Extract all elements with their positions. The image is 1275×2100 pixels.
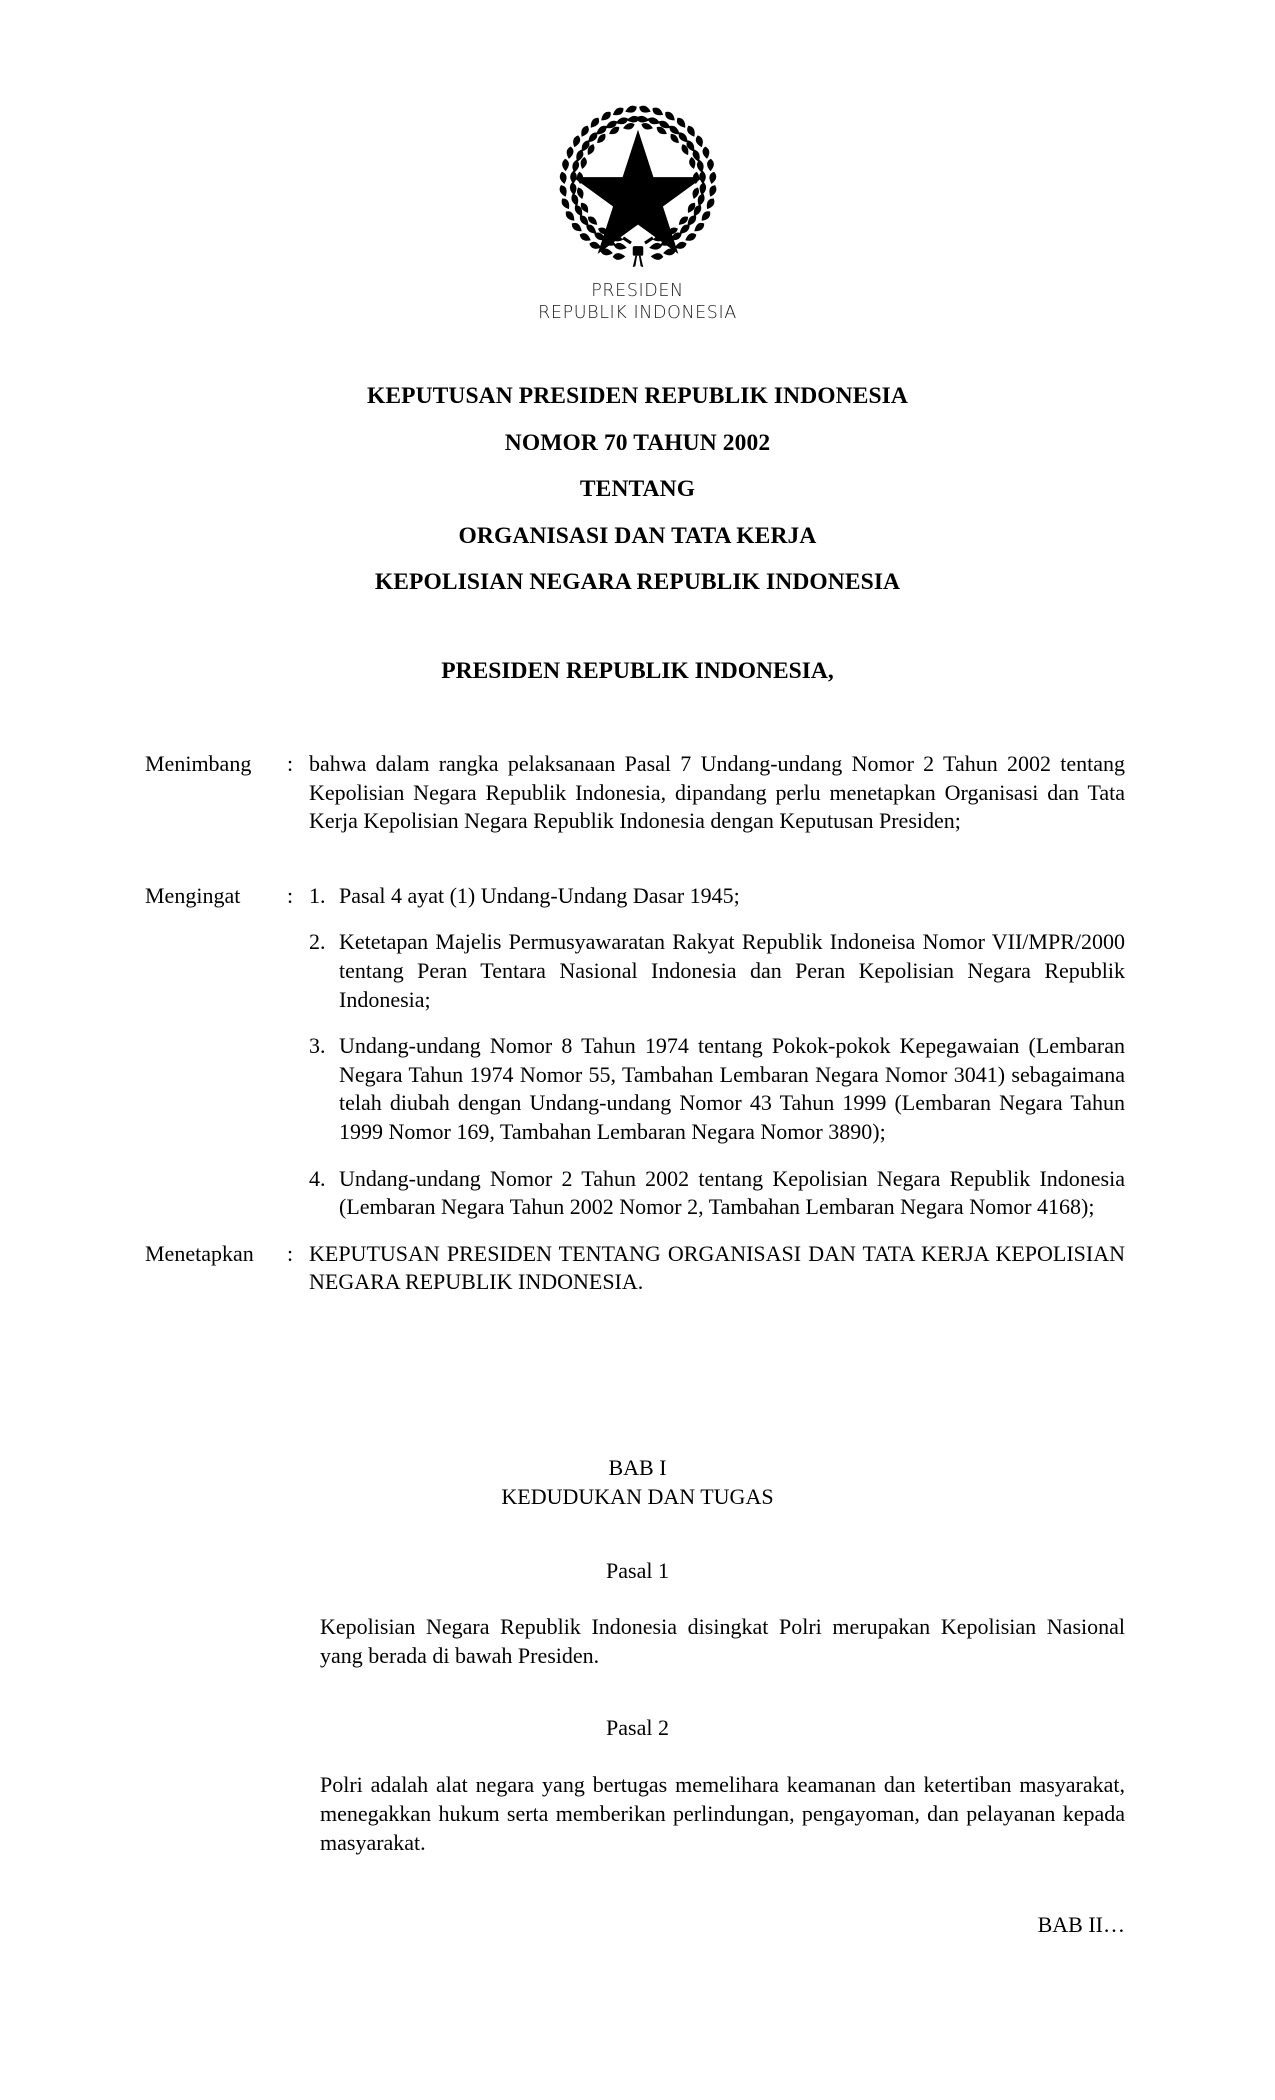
clause-mengingat bbox=[145, 882, 1125, 1222]
clause-label-menimbang: Menimbang bbox=[145, 751, 252, 776]
clause-menimbang bbox=[145, 750, 1125, 836]
list-item-number: 3. bbox=[309, 1033, 326, 1059]
title-line-subject-2: KEPOLISIAN NEGARA REPUBLIK INDONESIA bbox=[374, 569, 901, 595]
list-item-text: Ketetapan Majelis Permusyawaratan Rakyat Republik Indoneisa Nomor VII/MPR/2000 tentang Peran Tentara Nasional Indonesia dan Peran Kepolisian Negara Republik Indonesia; bbox=[339, 929, 1125, 1012]
title-line-1: KEPUTUSAN PRESIDEN REPUBLIK INDONESIA bbox=[366, 383, 909, 409]
spacer-1 bbox=[145, 836, 1125, 882]
list-item-number: 1. bbox=[309, 882, 326, 908]
clause-section bbox=[145, 750, 1125, 1297]
list-item-number: 4. bbox=[309, 1165, 326, 1191]
article-1-body: Kepolisian Negara Republik Indonesia disingkat Polri merupakan Kepolisian Nasional yang berada di bawah Presiden. bbox=[320, 1614, 1125, 1669]
letterhead-line-republik-indonesia: REPUBLIK INDONESIA bbox=[538, 303, 737, 324]
document-title bbox=[0, 385, 1275, 618]
letterhead bbox=[0, 100, 1275, 325]
list-item bbox=[309, 928, 1125, 1014]
clause-text-menimbang: bahwa dalam rangka pelaksanaan Pasal 7 Undang-undang Nomor 2 Tahun 2002 tentang Kepolisian Negara Republik Indonesia, dipandang perlu menetapkan Organisasi dan Tata Kerja Kepolisian Negara Republik Indonesia dengan Keputusan Presiden; bbox=[309, 751, 1125, 834]
clause-colon-menetapkan: : bbox=[287, 1240, 294, 1266]
clause-colon-mengingat: : bbox=[287, 882, 294, 908]
article-2-body: Polri adalah alat negara yang bertugas memelihara keamanan dan ketertiban masyarakat, menegakkan hukum serta memberikan perlindungan, pengayoman, dan pelayanan kepada masyarakat. bbox=[320, 1772, 1125, 1856]
chapter-title: KEDUDUKAN DAN TUGAS bbox=[501, 1484, 774, 1510]
enacting-authority: PRESIDEN REPUBLIK INDONESIA, bbox=[441, 658, 834, 684]
mengingat-list bbox=[309, 882, 1125, 1222]
list-item-text: Pasal 4 ayat (1) Undang-Undang Dasar 1945; bbox=[339, 882, 740, 908]
chapter-number: BAB I bbox=[608, 1455, 667, 1480]
list-item bbox=[309, 882, 1125, 911]
clause-label-menetapkan: Menetapkan bbox=[145, 1240, 254, 1266]
list-item-text: Undang-undang Nomor 2 Tahun 2002 tentang Kepolisian Negara Republik Indonesia (Lembaran Negara Tahun 2002 Nomor 2, Tambahan Lembaran Negara Nomor 4168); bbox=[339, 1165, 1125, 1220]
letterhead-caption bbox=[0, 280, 1275, 325]
article-1-heading: Pasal 1 bbox=[606, 1558, 669, 1583]
list-item bbox=[309, 1165, 1125, 1222]
letterhead-line-presiden: PRESIDEN bbox=[591, 281, 684, 301]
chapter-heading bbox=[0, 1453, 1275, 1512]
title-line-subject-1: ORGANISASI DAN TATA KERJA bbox=[458, 522, 817, 549]
title-line-tentang: TENTANG bbox=[579, 476, 696, 502]
clause-colon-menimbang: : bbox=[287, 751, 294, 776]
clause-label-mengingat: Mengingat bbox=[145, 882, 241, 908]
list-item bbox=[309, 1032, 1125, 1146]
clause-text-menetapkan: KEPUTUSAN PRESIDEN TENTANG ORGANISASI DAN TATA KERJA KEPOLISIAN NEGARA REPUBLIK INDONESIA. bbox=[309, 1240, 1125, 1295]
garuda-star-wreath-emblem bbox=[550, 100, 726, 268]
spacer-2 bbox=[145, 1222, 1125, 1240]
article-2-heading: Pasal 2 bbox=[606, 1715, 669, 1740]
continuation-marker: BAB II… bbox=[1037, 1912, 1125, 1937]
clause-menetapkan bbox=[145, 1240, 1125, 1297]
list-item-text: Undang-undang Nomor 8 Tahun 1974 tentang Pokok-pokok Kepegawaian (Lembaran Negara Tahun 1974 Nomor 55, Tambahan Lembaran Negara Nomor 3041) sebagaimana telah diubah dengan Undang-undang Nomor 43 Tahun 1999 (Lembaran Negara Tahun 1999 Nomor 169, Tambahan Lembaran Negara Nomor 3890); bbox=[339, 1033, 1125, 1144]
title-line-nomor: NOMOR 70 TAHUN 2002 bbox=[504, 429, 771, 456]
list-item-number: 2. bbox=[309, 929, 326, 955]
clause-list-mengingat bbox=[309, 882, 1125, 1222]
